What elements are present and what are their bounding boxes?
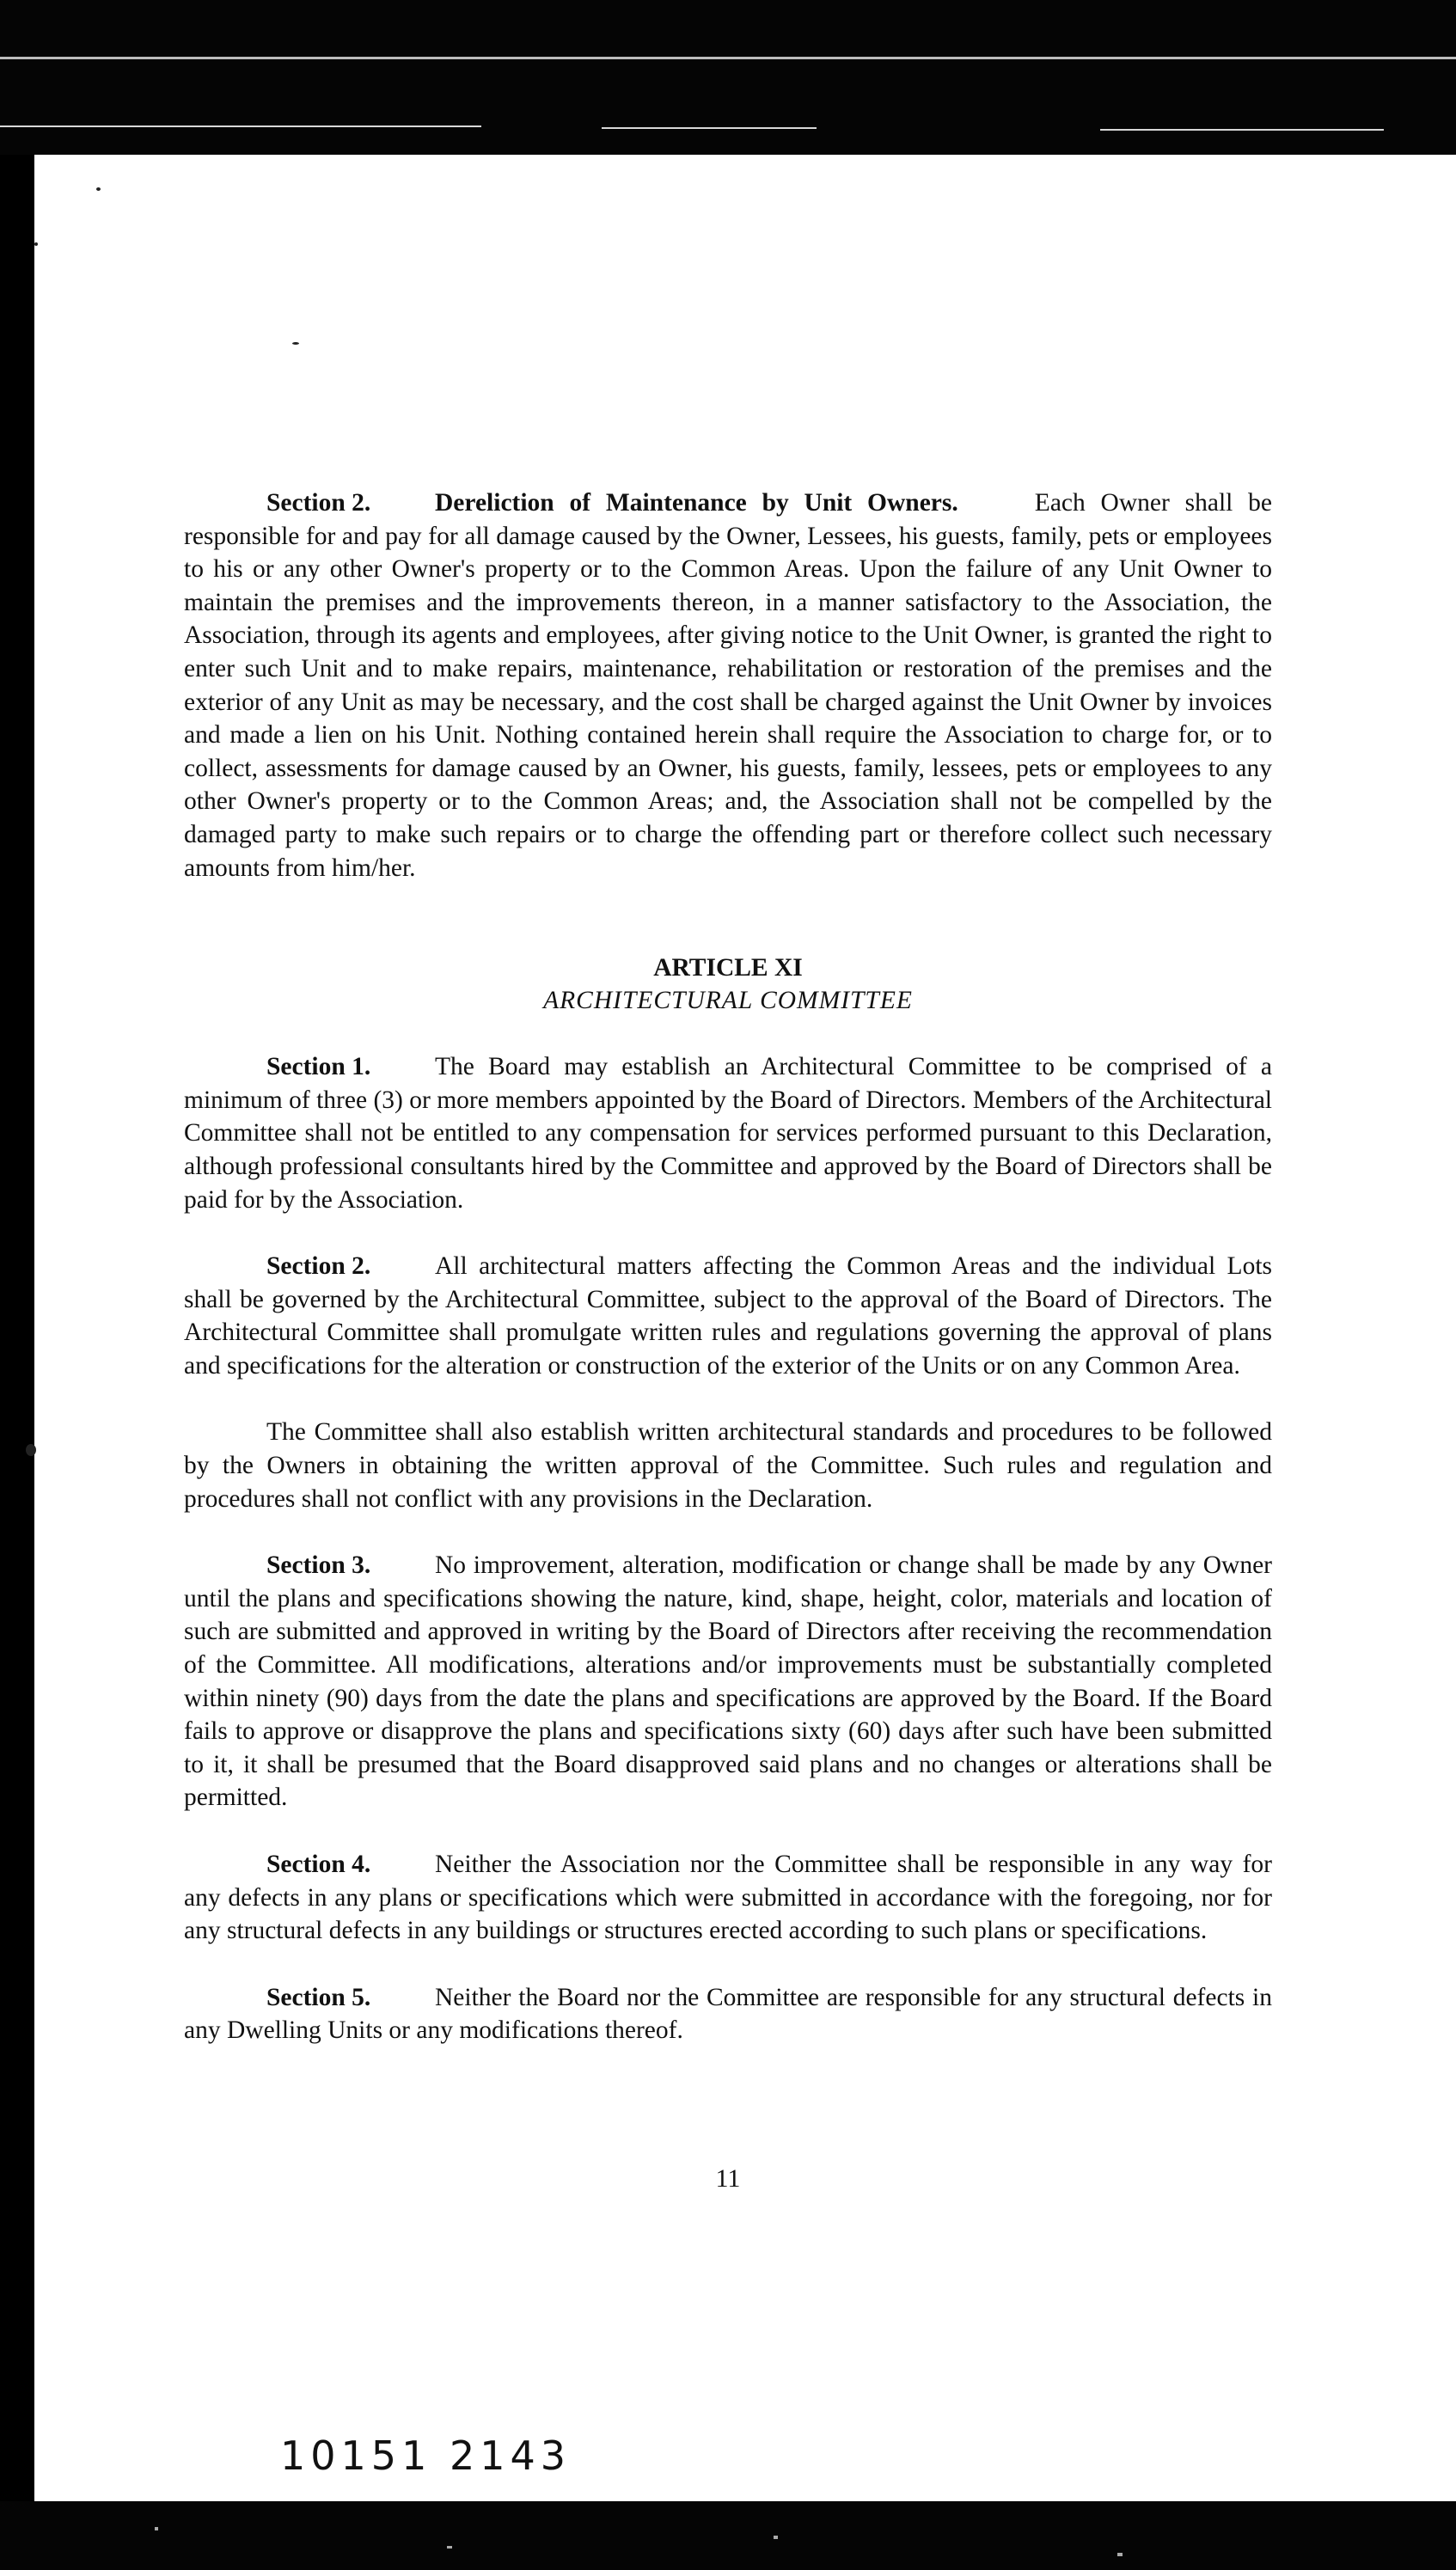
document-body [184, 486, 1272, 2047]
page-number: 11 [715, 2164, 741, 2193]
article-xi-section-5 [184, 1981, 1272, 2047]
article-heading [184, 952, 1272, 1017]
article-xi-section-3 [184, 1549, 1272, 1814]
section-body: Neither the Association nor the Committee shall be responsible in any way for any defects in any plans or specifications which were submitted in accordance with the foregoing, nor for any structural defects in any buildings or structures erected according to such plans or specifications. [184, 1851, 1272, 1945]
document-code: 10151 2143 [280, 2432, 572, 2479]
section-label: Section 2. [266, 489, 371, 517]
scan-bottom-border [0, 2501, 1456, 2570]
scan-top-border [0, 0, 1456, 155]
scan-artifact-line [1100, 129, 1384, 131]
scan-speck [26, 1444, 36, 1456]
scan-artifact-line [155, 2527, 158, 2530]
section-body: No improvement, alteration, modification or change shall be made by any Owner until the plans and specifications showing the nature, kind, shape, height, color, materials and location of such are submitted and approved in writing by the Board of Directors after receiving the recommendation of the Committee. All modifications, alterations and/or improvements must be substantially completed within ninety (90) days from the date the plans and specifications are approved by the Board. If the Board fails to approve or disapprove the plans and specifications sixty (60) days after such have been submitted to it, it shall be presumed that the Board disapproved said plans and no changes or alterations shall be permitted. [184, 1551, 1272, 1812]
section-body: The Committee shall also establish written architectural standards and procedures to be followed by the Owners in obtaining the written approval of the Committee. Such rules and regulation and procedures shall not conflict with any provisions in the Declaration. [184, 1418, 1272, 1513]
section-label: Section 3. [266, 1551, 371, 1580]
article-xi-section-2-continued [184, 1416, 1272, 1515]
section-body: Each Owner shall be responsible for and pay for all damage caused by the Owner, Lessees, his guests, family, pets or employees to his or any other Owner's property or to the Common Areas. Upon the failure of any Unit Owner to maintain the premises and the improvements thereon, in a manner satisfactory to the Association, the Association, through its agents and employees, after giving notice to the Unit Owner, is granted the right to enter such Unit and to make repairs, maintenance, rehabilitation or restoration of the premises and the exterior of any Unit as may be necessary, and the cost shall be charged against the Unit Owner by invoices and made a lien on his Unit. Nothing contained herein shall require the Association to charge for, or to collect, assessments for damage caused by an Owner, his guests, family, lessees, pets or employees to any other Owner's property or to the Common Areas; and, the Association shall not be compelled by the damaged party to make such repairs or to charge the offending part or therefore collect such necessary amounts from him/her. [184, 489, 1273, 882]
scan-artifact-line [1117, 2553, 1123, 2556]
section-label: Section 2. [266, 1252, 371, 1281]
scan-speck [96, 187, 101, 191]
scan-artifact-line [774, 2536, 778, 2539]
article-title: ARCHITECTURAL COMMITTEE [543, 987, 913, 1015]
article-xi-section-1 [184, 1050, 1272, 1216]
scan-artifact-line [447, 2546, 452, 2549]
article-number: ARTICLE XI [653, 954, 803, 982]
section-body: The Board may establish an Architectural Committee to be comprised of a minimum of three (3) or more members appointed by the Board of Directors. Members of the Architectural Committee shall not be entitled to any compensation for services performed pursuant to this Declaration, although professional consultants hired by the Committee and approved by the Board of Directors shall be paid for by the Association. [184, 1053, 1272, 1214]
article-xi-section-4 [184, 1848, 1272, 1948]
section-title: Dereliction of Maintenance by Unit Owners. [435, 489, 958, 517]
scan-speck [292, 342, 299, 345]
section-label: Section 4. [266, 1851, 371, 1878]
article-xi-section-2 [184, 1250, 1272, 1382]
scan-artifact-line [602, 127, 817, 129]
section-label: Section 1. [266, 1053, 371, 1081]
scan-speck [34, 242, 38, 246]
section-body: Neither the Board nor the Committee are responsible for any structural defects in any Dwelling Units or any modifications thereof. [184, 1983, 1272, 2045]
article-x-section-2 [184, 486, 1272, 884]
section-label: Section 5. [266, 1983, 371, 2011]
scan-artifact-line [0, 125, 481, 127]
section-body: All architectural matters affecting the Common Areas and the individual Lots shall be governed by the Architectural Committee, subject to the approval of the Board of Directors. The Architectural Committee shall promulgate written rules and regulations governing the approval of plans and specifications for the alteration or construction of the exterior of the Units or on any Common Area. [184, 1252, 1272, 1380]
scan-artifact-line [0, 57, 1456, 59]
